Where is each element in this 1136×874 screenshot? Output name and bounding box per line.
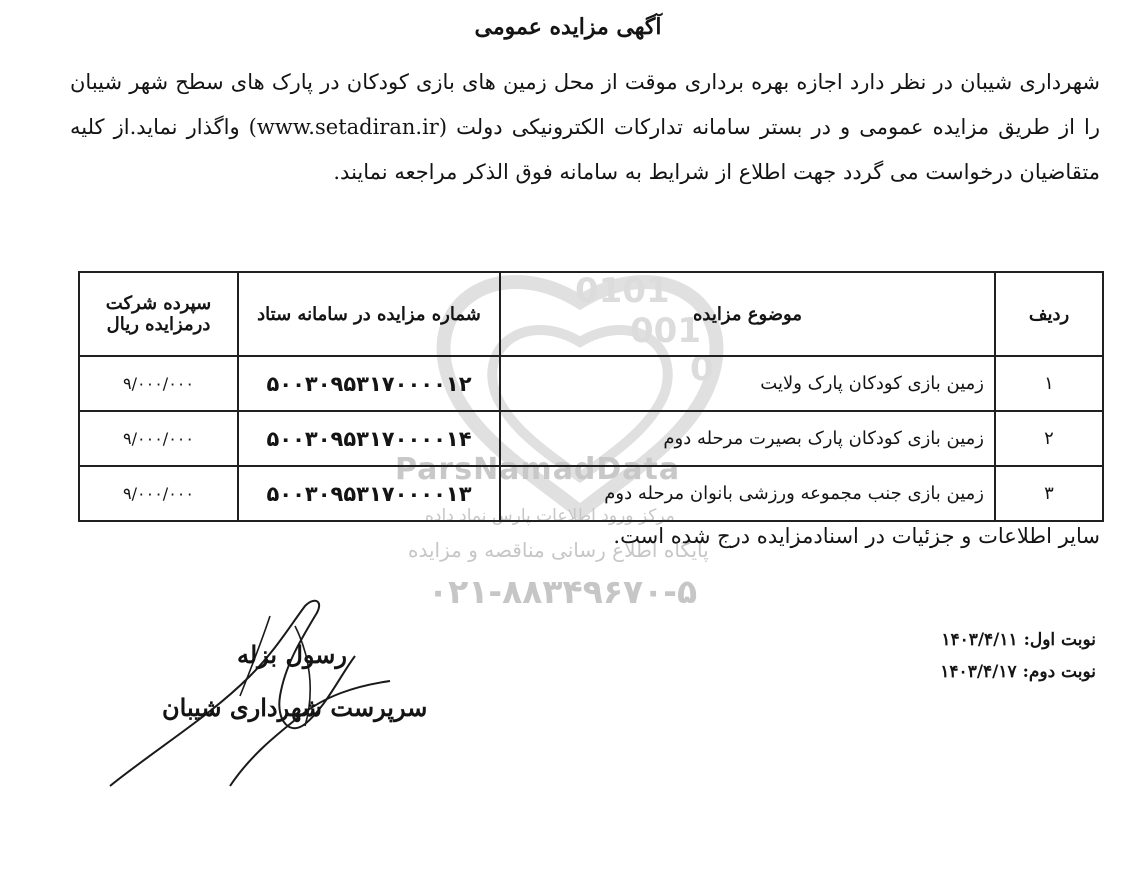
subject-cell: زمین بازی کودکان پارک بصیرت مرحله دوم bbox=[500, 411, 995, 466]
notice-intro-paragraph: شهرداری شیبان در نظر دارد اجازه بهره برداری موقت از محل زمین های بازی کودکان در پارک های سطح شهر شیبان را از طریق مزایده عمومی و در بستر سامانه تدارکات الکترونیکی دولت (www.setadiran.ir) واگذار نماید.از کلیه متقاضیان درخواست می گردد جهت اطلاع از شرایط به سامانه فوق الذکر مراجعه نمایند. bbox=[70, 70, 1101, 184]
auction-number-cell: ۵۰۰۳۰۹۵۳۱۷۰۰۰۰۱۴ bbox=[238, 411, 500, 466]
row-number-cell: ۱ bbox=[995, 356, 1103, 411]
footer-note: سایر اطلاعات و جزئیات در اسنادمزایده درج شده است. bbox=[613, 524, 1100, 548]
table-header-row bbox=[79, 272, 1103, 356]
row-number-cell: ۲ bbox=[995, 411, 1103, 466]
watermark-phone: ۰۲۱-۸۸۳۴۹۶۷۰-۵ bbox=[428, 572, 698, 611]
svg-text:0: 0 bbox=[690, 349, 714, 389]
table-row bbox=[79, 411, 1103, 466]
svg-text:001: 001 bbox=[630, 311, 701, 351]
second-publication-date: ۱۴۰۳/۴/۱۷ bbox=[940, 662, 1017, 682]
watermark-brand: ParsNamadData bbox=[395, 452, 681, 487]
auction-number-cell: ۵۰۰۳۰۹۵۳۱۷۰۰۰۰۱۲ bbox=[238, 356, 500, 411]
publication-dates bbox=[940, 624, 1096, 688]
first-publication-date: ۱۴۰۳/۴/۱۱ bbox=[941, 630, 1018, 650]
signer-title: سرپرست شهرداری شیبان bbox=[162, 693, 428, 722]
subject-cell: زمین بازی جنب مجموعه ورزشی بانوان مرحله دوم bbox=[500, 466, 995, 521]
second-publication-label: نوبت دوم: bbox=[1022, 662, 1096, 682]
header-deposit-line1: سپرده شرکت bbox=[105, 293, 212, 314]
svg-text:0101: 0101 bbox=[575, 271, 670, 311]
subject-cell: زمین بازی کودکان پارک ولایت bbox=[500, 356, 995, 411]
notice-title: آگهی مزایده عمومی bbox=[474, 14, 662, 40]
first-publication-label: نوبت اول: bbox=[1023, 630, 1096, 650]
header-deposit bbox=[79, 272, 238, 356]
header-deposit-line2: درمزایده ریال bbox=[106, 314, 211, 335]
watermark-tagline: پایگاه اطلاع رسانی مناقصه و مزایده bbox=[408, 538, 709, 562]
header-row-number: ردیف bbox=[995, 272, 1103, 356]
header-subject: موضوع مزایده bbox=[500, 272, 995, 356]
table-row bbox=[79, 466, 1103, 521]
auction-lots-table bbox=[78, 271, 1104, 522]
second-publication bbox=[940, 656, 1096, 688]
auction-number-cell: ۵۰۰۳۰۹۵۳۱۷۰۰۰۰۱۳ bbox=[238, 466, 500, 521]
table-row bbox=[79, 356, 1103, 411]
first-publication bbox=[940, 624, 1096, 656]
deposit-cell: ۹/۰۰۰/۰۰۰ bbox=[79, 466, 238, 521]
signer-name: رسول بزله bbox=[237, 640, 347, 669]
header-auction-number: شماره مزایده در سامانه ستاد bbox=[238, 272, 500, 356]
row-number-cell: ۳ bbox=[995, 466, 1103, 521]
deposit-cell: ۹/۰۰۰/۰۰۰ bbox=[79, 411, 238, 466]
deposit-cell: ۹/۰۰۰/۰۰۰ bbox=[79, 356, 238, 411]
watermark-caption: مرکز ورود اطلاعات پارس نماد داده bbox=[425, 506, 675, 526]
